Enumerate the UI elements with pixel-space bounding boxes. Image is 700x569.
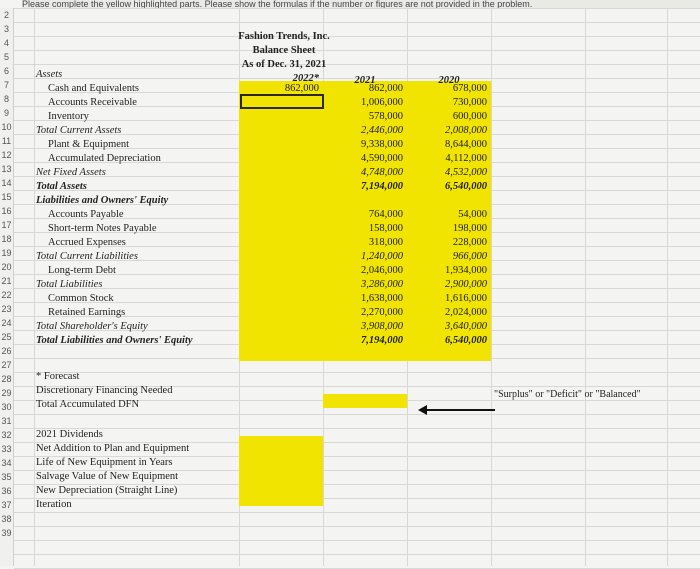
value-2021: 862,000	[368, 83, 403, 94]
grid-line	[14, 512, 700, 513]
row-label: Net Fixed Assets	[36, 167, 106, 178]
row-label: Total Liabilities	[36, 279, 103, 290]
value-2020: 198,000	[452, 223, 487, 234]
value-2020: 600,000	[452, 111, 487, 122]
row-number[interactable]: 16	[1, 206, 12, 216]
row-number[interactable]: 20	[1, 262, 12, 272]
header-2020: 2020	[438, 75, 460, 86]
sheet-date: As of Dec. 31, 2021	[241, 59, 327, 70]
row-number[interactable]: 18	[1, 234, 12, 244]
value-2021: 4,590,000	[361, 153, 403, 164]
new-depreciation-label: New Depreciation (Straight Line)	[36, 485, 178, 496]
row-number[interactable]: 31	[1, 416, 12, 426]
row-number[interactable]: 37	[1, 500, 12, 510]
header-forecast: 2022*	[292, 73, 319, 84]
row-label: Common Stock	[48, 293, 114, 304]
forecast-note: * Forecast	[36, 371, 80, 382]
row-label: Total Shareholder's Equity	[36, 321, 148, 332]
value-2021: 578,000	[368, 111, 403, 122]
value-2020: 1,934,000	[445, 265, 487, 276]
grid-line	[491, 8, 492, 566]
row-number[interactable]: 35	[1, 472, 12, 482]
row-number[interactable]: 11	[1, 136, 12, 146]
value-2020: 3,640,000	[445, 321, 487, 332]
row-number[interactable]: 9	[3, 108, 9, 118]
row-label: Assets	[36, 69, 63, 80]
status-hint: "Surplus" or "Deficit" or "Balanced"	[494, 389, 641, 400]
value-2021: 1,638,000	[361, 293, 403, 304]
row-number[interactable]: 33	[1, 444, 12, 454]
grid-line	[14, 414, 700, 415]
row-label: Total Current Liabilities	[36, 251, 138, 262]
dividends-input-block[interactable]	[239, 436, 323, 506]
salvage-value-label: Salvage Value of New Equipment	[36, 471, 179, 482]
row-number[interactable]: 13	[1, 164, 12, 174]
value-2021: 2,270,000	[361, 307, 403, 318]
value-2021: 1,006,000	[361, 97, 403, 108]
value-2020: 4,112,000	[445, 153, 487, 164]
value-2020	[407, 194, 487, 208]
row-number[interactable]: 8	[3, 94, 9, 104]
instruction-bar	[22, 0, 700, 8]
value-2020: 8,644,000	[445, 139, 487, 150]
grid-line	[14, 22, 700, 23]
value-2020: 228,000	[452, 237, 487, 248]
forecast-cash-value: 862,000	[284, 83, 319, 94]
grid-line	[14, 540, 700, 541]
dividends-label: 2021 Dividends	[36, 429, 103, 440]
value-2020: 730,000	[452, 97, 487, 108]
row-number[interactable]: 2	[3, 10, 9, 20]
dfn-label: Discretionary Financing Needed	[36, 385, 173, 396]
value-2020: 6,540,000	[445, 181, 487, 192]
value-2021: 7,194,000	[361, 335, 403, 346]
row-number[interactable]: 32	[1, 430, 12, 440]
value-2021	[323, 194, 403, 208]
row-header-column	[0, 8, 14, 566]
row-label: Retained Earnings	[48, 307, 126, 318]
row-number[interactable]: 17	[1, 220, 12, 230]
value-2020: 966,000	[452, 251, 487, 262]
row-number[interactable]: 30	[1, 402, 12, 412]
total-dfn-label: Total Accumulated DFN	[36, 399, 140, 410]
row-number[interactable]: 14	[1, 178, 12, 188]
sheet-title: Balance Sheet	[252, 45, 316, 56]
row-label: Long-term Debt	[48, 265, 116, 276]
value-2021: 3,286,000	[361, 279, 403, 290]
row-number[interactable]: 38	[1, 514, 12, 524]
selected-cell[interactable]	[240, 94, 324, 109]
dfn-input-cell[interactable]	[323, 394, 407, 408]
value-2021: 764,000	[368, 209, 403, 220]
row-number[interactable]: 28	[1, 374, 12, 384]
row-number[interactable]: 3	[3, 24, 9, 34]
company-name: Fashion Trends, Inc.	[238, 31, 330, 42]
row-number[interactable]: 29	[1, 388, 12, 398]
value-2020: 4,532,000	[445, 167, 487, 178]
row-label: Accrued Expenses	[48, 237, 126, 248]
row-number[interactable]: 12	[1, 150, 12, 160]
row-number[interactable]: 15	[1, 192, 12, 202]
instruction-text: Please complete the yellow highlighted parts. Please show the formulas if the number or figures are not provided in the problem.	[22, 0, 533, 8]
row-number[interactable]: 25	[1, 332, 12, 342]
row-number[interactable]: 10	[1, 122, 12, 132]
row-label: Short-term Notes Payable	[48, 223, 157, 234]
grid-line	[14, 554, 700, 555]
row-number[interactable]: 27	[1, 360, 12, 370]
value-2021	[323, 68, 403, 82]
row-number[interactable]: 23	[1, 304, 12, 314]
row-label: Plant & Equipment	[48, 139, 130, 150]
value-2021: 1,240,000	[361, 251, 403, 262]
value-2020: 2,024,000	[445, 307, 487, 318]
forecast-yellow-area[interactable]	[239, 81, 323, 361]
value-2020: 678,000	[452, 83, 487, 94]
value-2021: 7,194,000	[361, 181, 403, 192]
value-2020: 1,616,000	[445, 293, 487, 304]
grid-line	[14, 526, 700, 527]
header-2021: 2021	[354, 75, 376, 86]
value-2021: 3,908,000	[361, 321, 403, 332]
value-2021: 2,046,000	[361, 265, 403, 276]
row-number[interactable]: 21	[1, 276, 12, 286]
iteration-label: Iteration	[36, 499, 72, 510]
grid-line	[667, 8, 668, 566]
cell-grid[interactable]	[14, 8, 700, 566]
row-label: Total Current Assets	[36, 125, 122, 136]
value-2021: 2,446,000	[361, 125, 403, 136]
value-2020: 6,540,000	[445, 335, 487, 346]
value-2021: 9,338,000	[361, 139, 403, 150]
grid-line	[34, 8, 35, 566]
value-2020: 2,008,000	[445, 125, 487, 136]
row-number[interactable]: 24	[1, 318, 12, 328]
net-addition-label: Net Addition to Plan and Equipment	[36, 443, 190, 454]
row-label: Accounts Receivable	[48, 97, 137, 108]
grid-line	[585, 8, 586, 566]
equipment-life-label: Life of New Equipment in Years	[36, 457, 173, 468]
value-2021: 158,000	[368, 223, 403, 234]
row-number[interactable]: 26	[1, 346, 12, 356]
row-number[interactable]: 34	[1, 458, 12, 468]
row-label: Cash and Equivalents	[48, 83, 139, 94]
row-label: Total Liabilities and Owners' Equity	[36, 335, 193, 346]
row-number[interactable]: 4	[3, 38, 9, 48]
row-label: Total Assets	[36, 181, 87, 192]
value-2021: 4,748,000	[361, 167, 403, 178]
row-number[interactable]: 19	[1, 248, 12, 258]
row-label: Inventory	[48, 111, 89, 122]
value-2020: 2,900,000	[445, 279, 487, 290]
value-2020	[407, 68, 487, 82]
row-number[interactable]: 39	[1, 528, 12, 538]
row-label: Liabilities and Owners' Equity	[36, 195, 169, 206]
row-number[interactable]: 36	[1, 486, 12, 496]
arrow-line	[425, 409, 495, 411]
row-label: Accumulated Depreciation	[48, 153, 161, 164]
value-2020: 54,000	[458, 209, 487, 220]
row-label: Accounts Payable	[48, 209, 124, 220]
row-number[interactable]: 6	[3, 66, 9, 76]
row-number[interactable]: 22	[1, 290, 12, 300]
value-2021: 318,000	[368, 237, 403, 248]
grid-line	[14, 8, 700, 9]
row-number[interactable]: 7	[3, 80, 9, 90]
row-number[interactable]: 5	[3, 52, 9, 62]
